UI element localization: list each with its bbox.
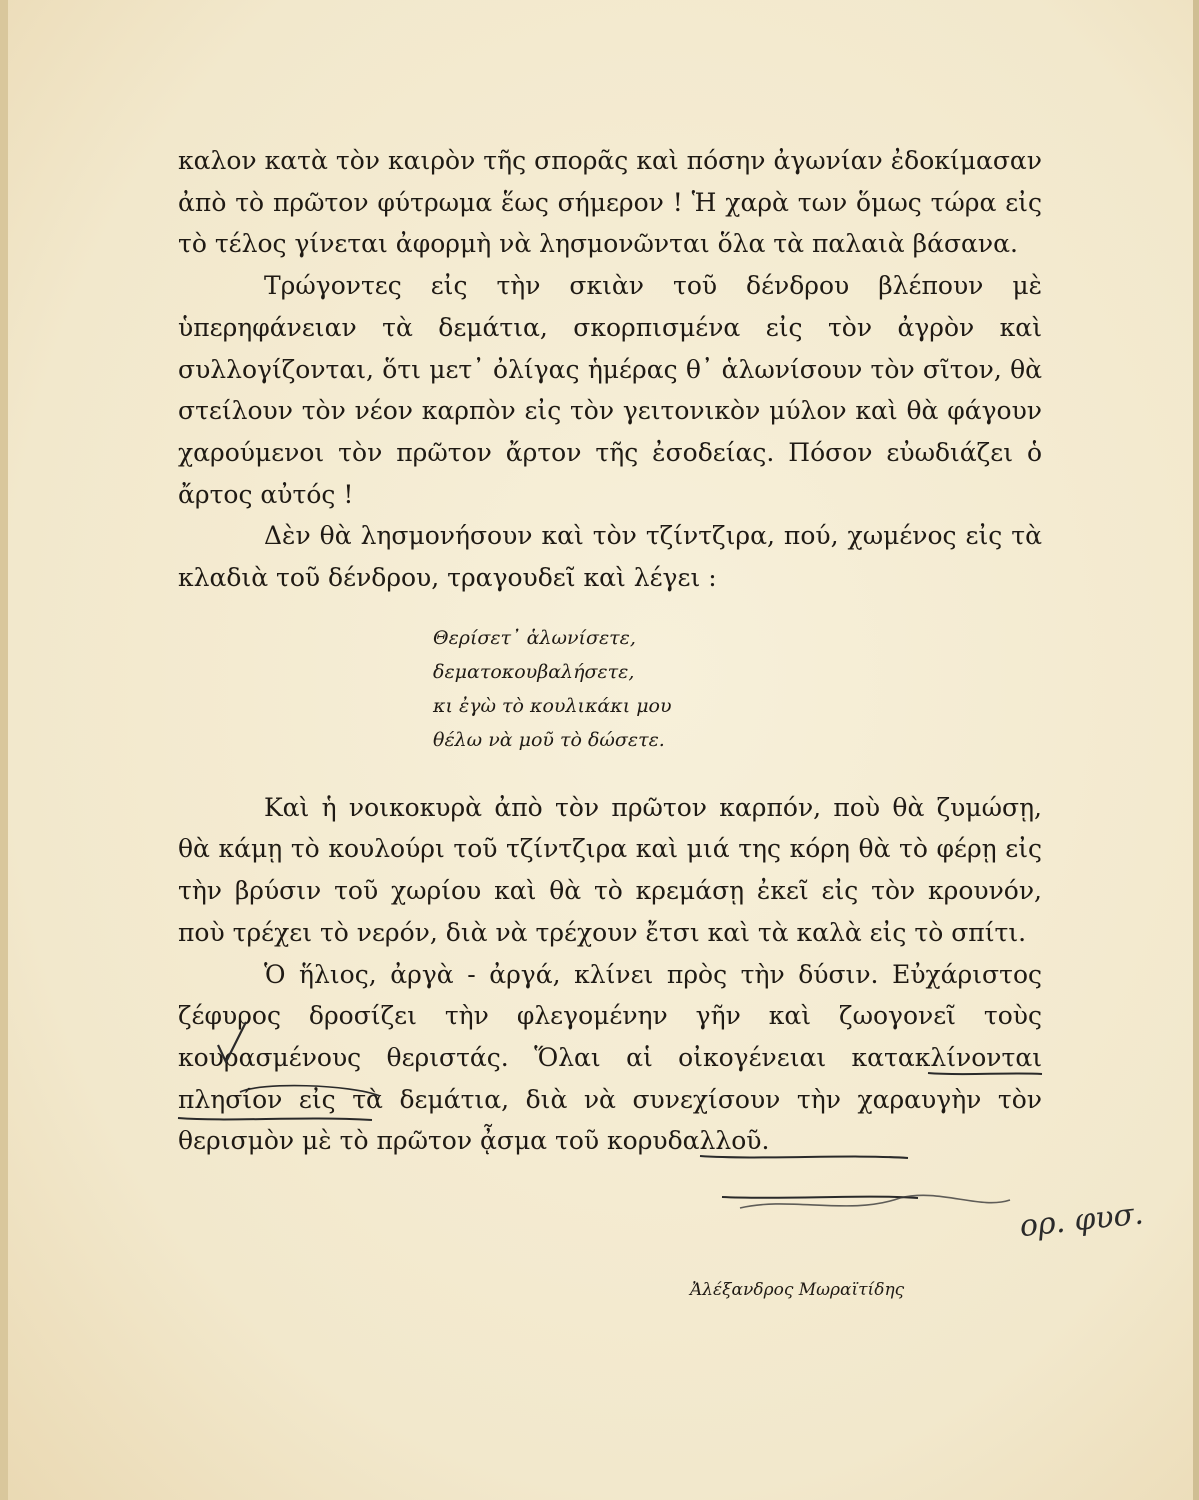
poem-line-1: Θερίσετ᾽ ἁλωνίσετε, [433,626,636,649]
underline-synechisoun [722,1197,918,1198]
poem-line-2: δεματοκουβαλήσετε, [433,660,635,683]
paragraph-4: Καὶ ἡ νοικοκυρὰ ἀπὸ τὸν πρῶτον καρπόν, ποὺ θὰ ζυμώσῃ, θὰ κάμῃ τὸ κουλούρι τοῦ τζίντζιρα καὶ μιά της κόρη θὰ τὸ φέρῃ εἰς τὴν βρύσιν τοῦ χωρίου καὶ θὰ τὸ κρεμάσῃ ἐκεῖ εἰς τὸν κρουνόν, ποὺ τρέχει τὸ νερόν, διὰ νὰ τρέχουν ἔτσι καὶ τὰ καλὰ εἰς τὸ σπίτι. [178,792,1042,947]
poem-line-3: κι ἐγὼ τὸ κουλικάκι μου [433,694,672,717]
scribble-korydallou [740,1195,1010,1208]
page-left-edge [0,0,8,1500]
paragraph-3: Δὲν θὰ λησμονήσουν καὶ τὸν τζίντζιρα, πού, χωμένος εἰς τὰ κλαδιὰ τοῦ δένδρου, τραγουδεῖ καὶ λέγει : [178,521,1042,593]
poem [433,621,1042,757]
paragraph-2: Τρώγοντες εἰς τὴν σκιὰν τοῦ δένδρου βλέπουν μὲ ὑπερηφάνειαν τὰ δεμάτια, σκορπισμένα εἰς τὸν ἀγρὸν καὶ συλλογίζονται, ὅτι μετ᾽ ὀλίγας ἡμέρας θ᾽ ἁλωνίσουν τὸν σῖτον, θὰ στείλουν τὸν νέον καρπὸν εἰς τὸν γειτονικὸν μύλον καὶ θὰ φάγουν χαρούμενοι τὸν πρῶτον ἄρτον τῆς ἐσοδείας. Πόσον εὐωδιάζει ὁ ἄρτος αὐτός ! [178,271,1042,509]
paragraph-1: καλον κατὰ τὸν καιρὸν τῆς σπορᾶς καὶ πόσην ἀγωνίαν ἐδοκίμασαν ἀπὸ τὸ πρῶτον φύτρωμα ἕως σήμερον ! Ἡ χαρὰ των ὅμως τώρα εἰς τὸ τέλος γίνεται ἀφορμὴ νὰ λησμονῶνται ὅλα τὰ παλαιὰ βάσανα. [178,146,1042,259]
body-text [178,140,1042,1162]
author-signature: Ἀλέξανδρος Μωραϊτίδης [690,1280,905,1300]
paragraph-5: Ὁ ἥλιος, ἀργὰ - ἀργά, κλίνει πρὸς τὴν δύσιν. Εὐχάριστος ζέφυρος δροσίζει τὴν φλεγομένην γῆν καὶ ζωογονεῖ τοὺς κουρασμένους θεριστάς. Ὅλαι αἱ οἰκογένειαι κατακλίνονται πλησίον εἰς τὰ δεμάτια, διὰ νὰ συνεχίσουν τὴν χαραυγὴν τὸν θερισμὸν μὲ τὸ πρῶτον ᾆσμα τοῦ κορυδαλλοῦ. [178,959,1042,1156]
page-right-edge [1193,0,1199,1500]
poem-line-4: θέλω νὰ μοῦ τὸ δώσετε. [433,728,665,751]
margin-note: ορ. φυσ. [1018,1196,1146,1245]
